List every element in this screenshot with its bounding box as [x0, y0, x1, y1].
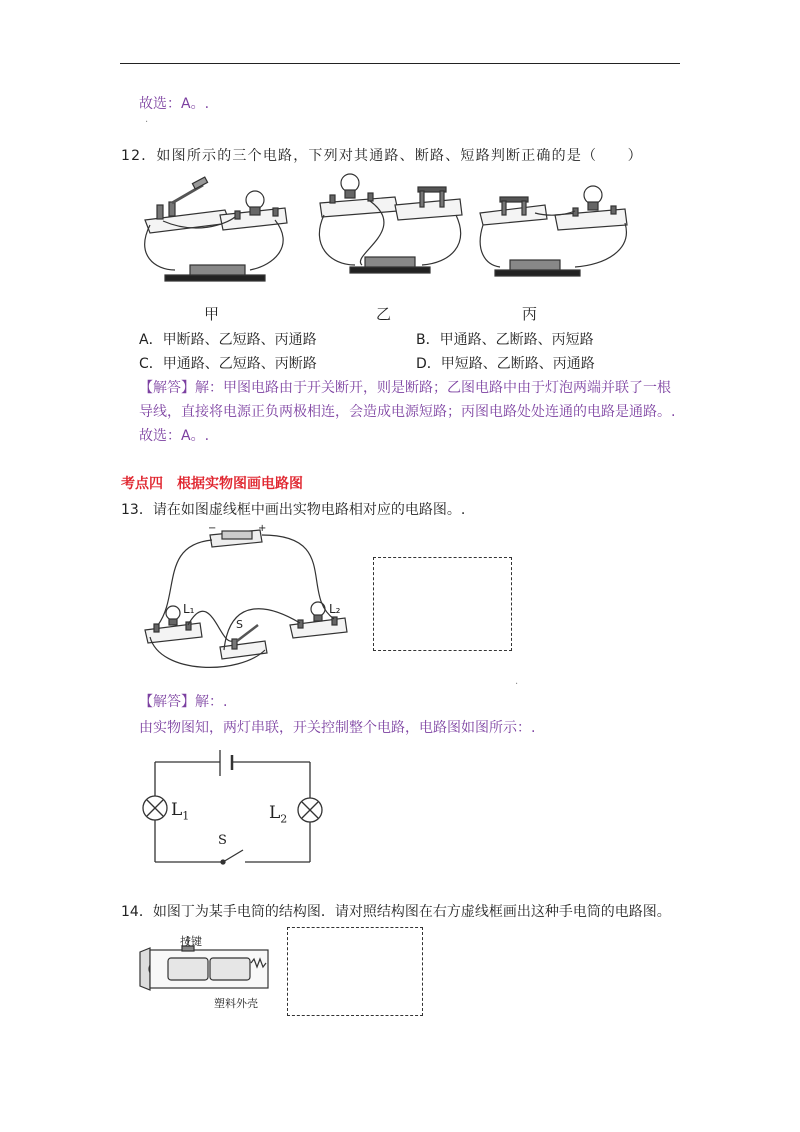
physical-l1-label: L₁ — [183, 602, 195, 616]
q13-dashed-box — [373, 557, 512, 651]
circuit-yi — [319, 174, 462, 273]
q13-physical-circuit — [140, 525, 370, 675]
diagram-l2-label: $L_2$ — [269, 803, 288, 826]
option-d: D．甲短路、乙断路、丙通路 — [416, 356, 595, 372]
caption-yi: 乙 — [376, 305, 392, 323]
option-b: B．甲通路、乙断路、丙短路 — [416, 332, 594, 348]
q12-question: 12．如图所示的三个电路，下列对其通路、断路、短路判断正确的是（ ） — [121, 148, 643, 164]
diagram-l1-label: $L_1$ — [171, 800, 190, 823]
circuit-bing — [480, 186, 627, 276]
circuit-jia — [145, 177, 287, 281]
battery-minus-label: − — [208, 523, 217, 534]
prev-answer: 故选：A。. — [139, 96, 210, 112]
stray-dot-2: . — [515, 676, 519, 687]
option-c: C．甲通路、乙短路、丙断路 — [139, 356, 317, 372]
stray-dot: . — [145, 114, 149, 125]
diagram-switch-label: S — [218, 833, 227, 848]
q14-question: 14．如图丁为某手电筒的结构图．请对照结构图在右方虚线框画出这种手电筒的电路图。 — [121, 904, 671, 920]
caption-jia: 甲 — [204, 305, 220, 323]
q12-answer-line2: 导线，直接将电源正负两极相连，会造成电源短路；丙图电路处处连通的电路是通路。. — [139, 404, 676, 420]
q13-question: 13．请在如图虚线框中画出实物电路相对应的电路图。. — [121, 502, 466, 518]
caption-bing: 丙 — [522, 305, 538, 323]
section-heading: 考点四 根据实物图画电路图 — [121, 476, 303, 492]
option-a: A．甲断路、乙短路、丙通路 — [139, 332, 317, 348]
q13-answer-head: 【解答】解：. — [139, 694, 228, 710]
switch-lever — [223, 850, 243, 862]
button-label: 按键 — [180, 935, 202, 948]
q14-dashed-box — [287, 927, 423, 1016]
q13-answer-text: 由实物图知，两灯串联，开关控制整个电路，电路图如图所示：. — [139, 720, 536, 736]
q12-answer-line3: 故选：A。. — [139, 428, 210, 444]
shell-label: 塑料外壳 — [214, 997, 258, 1010]
physical-switch-label: S — [236, 618, 243, 631]
q14-flashlight-figure — [138, 938, 270, 1000]
physical-l2-label: L₂ — [329, 602, 341, 616]
header-rule — [120, 63, 680, 64]
q12-answer-line1: 【解答】解：甲图电路由于开关断开，则是断路；乙图电路中由于灯泡两端并联了一根 — [139, 380, 671, 396]
battery-plus-label: + — [258, 523, 267, 534]
